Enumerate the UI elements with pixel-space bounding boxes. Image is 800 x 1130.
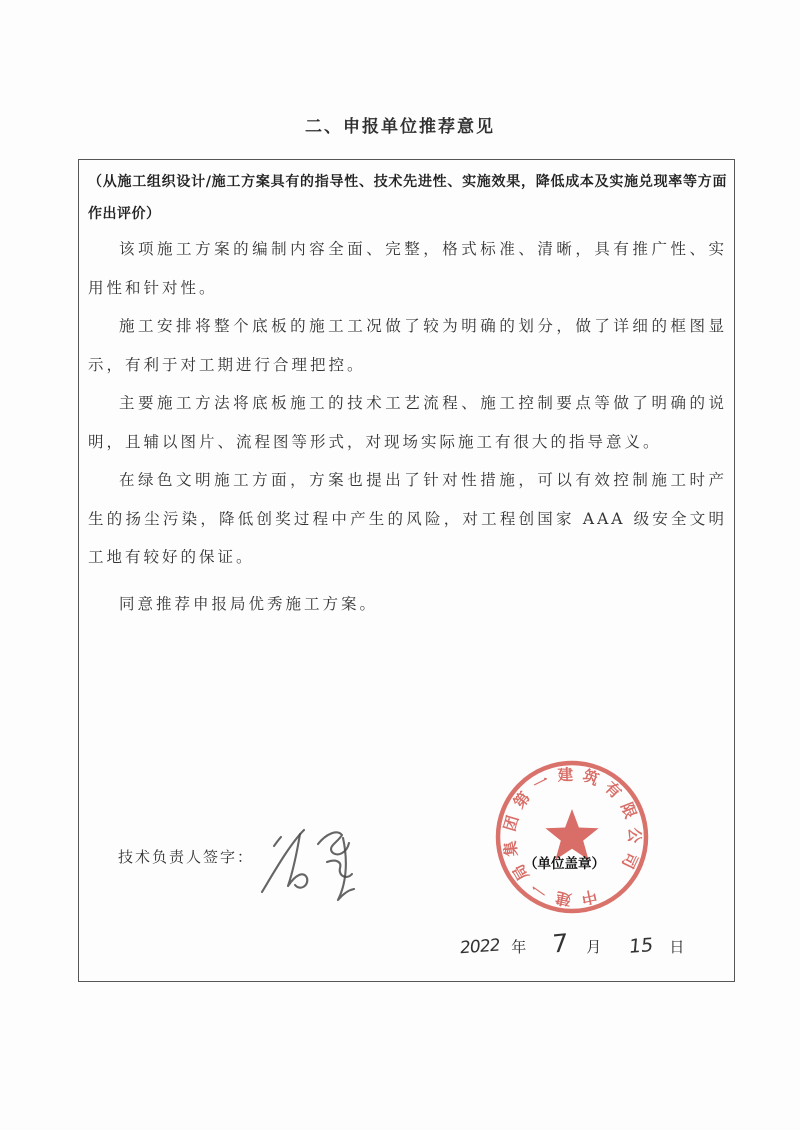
signature-date [460, 929, 684, 958]
seal-company-name: 中建一局集团第一建筑有限公司 [500, 765, 644, 909]
technical-director-signature-label: 技术负责人签字： [118, 848, 255, 866]
signature-stroke [327, 861, 352, 877]
company-seal-stamp [486, 751, 658, 923]
evaluation-instruction: （从施工组织设计/施工方案具有的指导性、技术先进性、实施效果，降低成本及实施兑现率等方面作出评价） [88, 174, 727, 222]
date-year-unit: 年 [511, 938, 527, 956]
opinion-text-block [88, 166, 727, 623]
signature-stroke [288, 834, 307, 888]
opinion-paragraph: 该项施工方案的编制内容全面、完整，格式标准、清晰，具有推广性、实用性和针对性。 [88, 240, 727, 297]
opinion-paragraph: 施工安排将整个底板的施工工况做了较为明确的划分，做了详细的框图显示，有利于对工期进行合理把控。 [88, 317, 727, 374]
date-day-unit: 日 [669, 938, 685, 956]
signature-stroke [274, 837, 281, 846]
conclusion-paragraph: 同意推荐申报局优秀施工方案。 [119, 594, 379, 613]
date-year-handwritten: 2022 [458, 935, 501, 959]
date-month-handwritten: 7 [552, 928, 569, 959]
handwritten-signature [250, 796, 374, 908]
signature-stroke [262, 830, 304, 892]
date-day-handwritten: 15 [628, 934, 655, 958]
unit-seal-note: （单位盖章） [524, 856, 605, 872]
section-title: 二、申报单位推荐意见 [305, 117, 495, 137]
opinion-paragraph: 在绿色文明施工方面，方案也提出了针对性措施，可以有效控制施工时产生的扬尘污染，降低创奖过程中产生的风险，对工程创国家 AAA 级安全文明工地有较好的保证。 [88, 471, 727, 566]
date-month-unit: 月 [586, 938, 602, 956]
recommendation-opinion-box [78, 159, 735, 982]
opinion-paragraph: 主要施工方法将底板施工的技术工艺流程、施工控制要点等做了明确的说明，且辅以图片、流程图等形式，对现场实际施工有很大的指导意义。 [88, 394, 727, 451]
